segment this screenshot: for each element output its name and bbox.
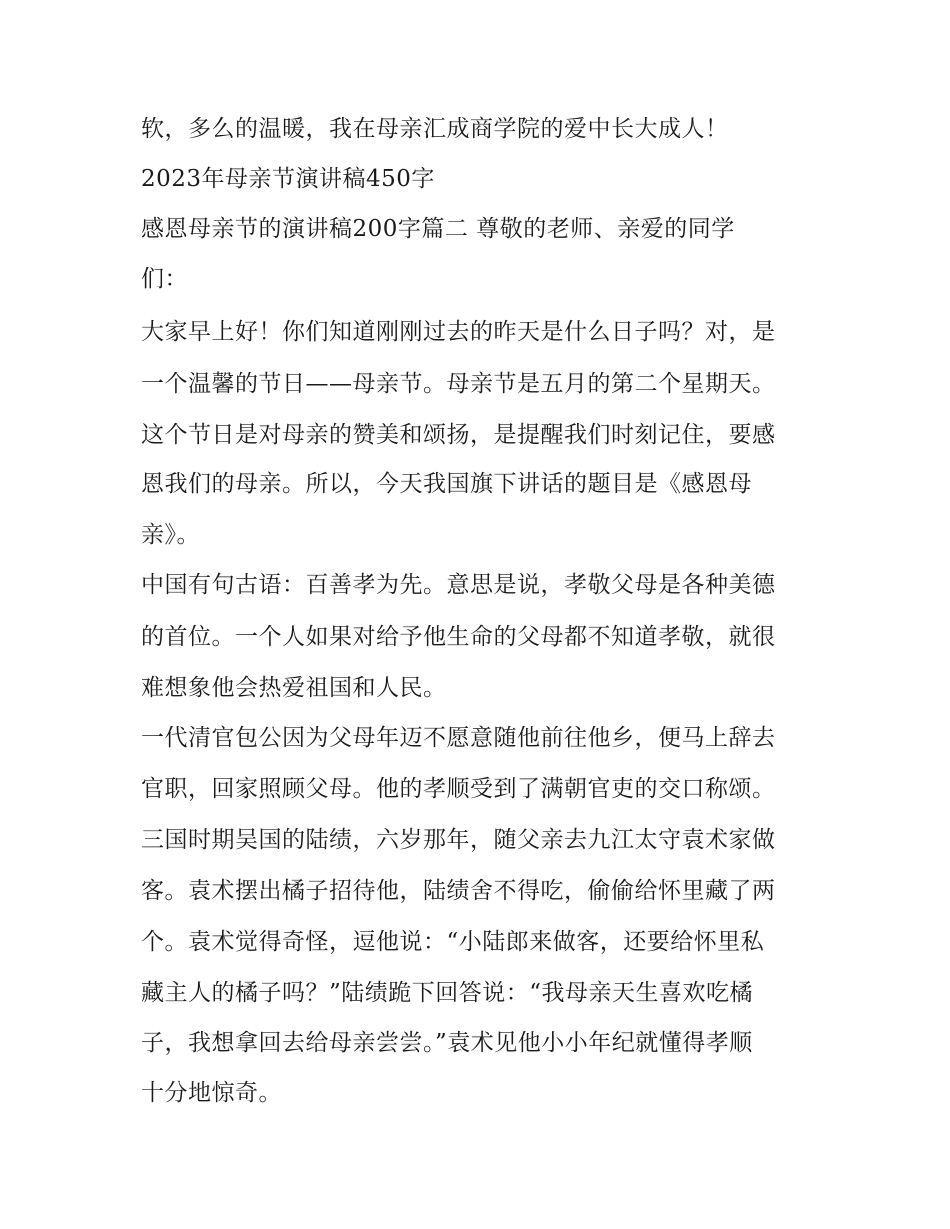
text-line: 难想象他会热爱祖国和人民。 [141,675,447,701]
text-line: 个。袁术觉得奇怪，逗他说：“小陆郎来做客，还要给怀里私 [141,929,765,955]
text-line: 十分地惊奇。 [141,1080,282,1106]
text-line: 子，我想拿回去给母亲尝尝。”袁术见他小小年纪就懂得孝顺 [141,1030,753,1056]
text-line: 一个温馨的节日——母亲节。母亲节是五月的第二个星期天。 [141,371,776,397]
text-line: 的首位。一个人如果对给予他生命的父母都不知道孝敬，就很 [141,624,776,650]
text-line: 亲》。 [141,522,200,548]
text-line: 三国时期吴国的陆绩，六岁那年，随父亲去九江太守袁术家做 [141,827,776,853]
text-line: 中国有句古语：百善孝为先。意思是说，孝敬父母是各种美德 [141,572,776,598]
text-line: 客。袁术摆出橘子招待他，陆绩舍不得吃，偷偷给怀里藏了两 [141,878,776,904]
heading-line: 2023年母亲节演讲稿450字 [141,166,435,192]
text-line: 恩我们的母亲。所以，今天我国旗下讲话的题目是《感恩母 [141,471,752,497]
text-line: 们： [141,266,188,292]
text-line: 藏主人的橘子吗？”陆绩跪下回答说：“我母亲天生喜欢吃橘 [141,980,754,1006]
text-line: 感恩母亲节的演讲稿200字篇二 尊敬的老师、亲爱的同学 [141,216,735,242]
text-line: 官职，回家照顾父母。他的孝顺受到了满朝官吏的交口称颂。 [141,776,776,802]
text-line: 这个节日是对母亲的赞美和颂扬，是提醒我们时刻记住，要感 [141,422,776,448]
text-line: 软，多么的温暖，我在母亲汇成商学院的爱中长大成人！ [141,116,729,142]
text-line: 大家早上好！你们知道刚刚过去的昨天是什么日子吗？对，是 [141,319,776,345]
text-line: 一代清官包公因为父母年迈不愿意随他前往他乡，便马上辞去 [141,725,776,751]
